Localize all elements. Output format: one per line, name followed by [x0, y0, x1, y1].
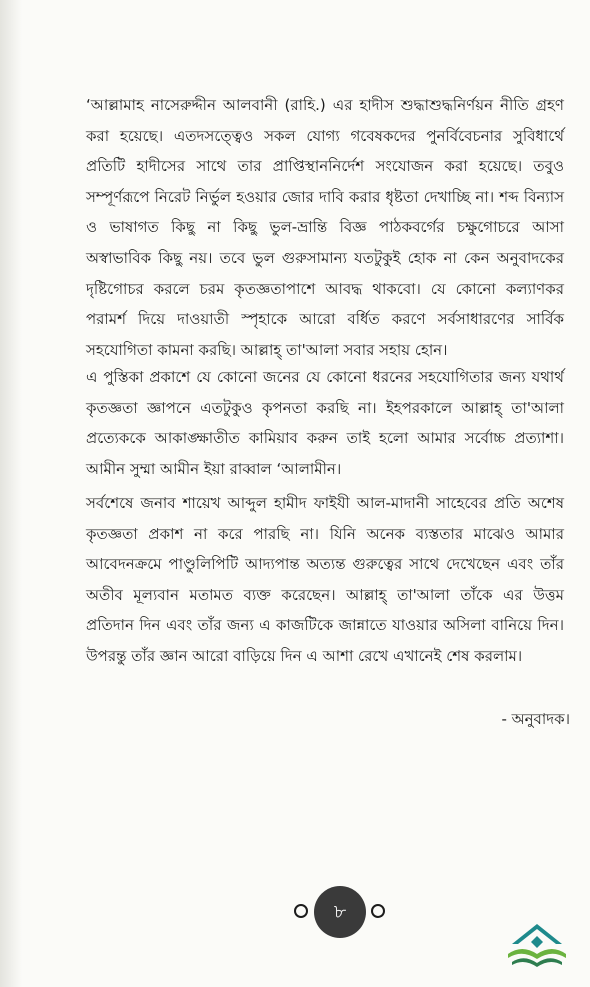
publisher-logo-icon	[502, 920, 572, 972]
translator-signature: - অনুবাদক।	[501, 710, 570, 728]
paragraph-text: সর্বশেষে জনাব শায়েখ আব্দুল হামীদ ফাইযী আল-মাদানী সাহেবের প্রতি অশেষ কৃতজ্ঞতা প্রকাশ না করে পারছি না। যিনি অনেক ব্যস্ততার মাঝেও আমার আবেদনক্রমে পাণ্ডুলিপিটি আদ্যপান্ত অত্যন্ত গুরুত্বের সাথে দেখেছেন এবং তাঁর অতীব মূল্যবান মতামত ব্যক্ত করেছেন। আল্লাহ্ তা'আলা তাঁকে এর উত্তম প্রতিদান দিন এবং তাঁর জন্য এ কাজটিকে জান্নাতে যাওয়ার অসিলা বানিয়ে দিন। উপরন্তু তাঁর জ্ঞান আরো বাড়িয়ে দিন এ আশা রেখে এখানেই শেষ করলাম।	[86, 494, 564, 665]
paragraph-acknowledgement	[86, 488, 564, 672]
ring-ornament-icon	[294, 904, 308, 918]
page-number: ৮	[314, 886, 366, 938]
paragraph-gratitude	[86, 362, 564, 484]
page-number-ornament	[294, 884, 390, 940]
paragraph-methodology	[86, 90, 564, 365]
page-gutter-shadow	[0, 0, 22, 987]
paragraph-text: ‘আল্লামাহ নাসেরুদ্দীন আলবানী (রাহি.) এর হাদীস শুদ্ধাশুদ্ধনির্ণয়ন নীতি গ্রহণ করা হয়েছে। এতদসত্ত্বেও সকল যোগ্য গবেষকদের পুনর্বিবেচনার সুবিধার্থে প্রতিটি হাদীসের সাথে তার প্রাপ্তিস্থাননির্দেশ সংযোজন করা হয়েছে। তবুও সম্পূর্ণরূপে নিরেট নির্ভুল হওয়ার জোর দাবি করার ধৃষ্টতা দেখাচ্ছি না। শব্দ বিন্যাস ও ভাষাগত কিছু না কিছু ভুল-ভ্রান্তি বিজ্ঞ পাঠকবর্গের চক্ষুগোচরে আসা অস্বাভাবিক কিছু নয়। তবে ভুল গুরুসামান্য যতটুকুই হোক না কেন অনুবাদকের দৃষ্টিগোচর করলে চরম কৃতজ্ঞতাপাশে আবদ্ধ থাকবো। যে কোনো কল্যাণকর পরামর্শ দিয়ে দাওয়াতী স্পৃহাকে আরো বর্ধিত করণে সর্বসাধারণের সার্বিক সহযোগিতা কামনা করছি। আল্লাহ্ তা'আলা সবার সহায় হোন।	[86, 96, 564, 359]
ring-ornament-icon	[371, 904, 385, 918]
paragraph-text: এ পুস্তিকা প্রকাশে যে কোনো জনের যে কোনো ধরনের সহযোগিতার জন্য যথার্থ কৃতজ্ঞতা জ্ঞাপনে এতটুকুও কৃপনতা করছি না। ইহপরকালে আল্লাহ্ তা'আলা প্রত্যেককে আকাঙ্ক্ষাতীত কামিয়াব করুন তাই হলো আমার সর্বোচ্চ প্রত্যাশা। আমীন সুম্মা আমীন ইয়া রাব্বাল ‘আলামীন।	[86, 368, 564, 478]
